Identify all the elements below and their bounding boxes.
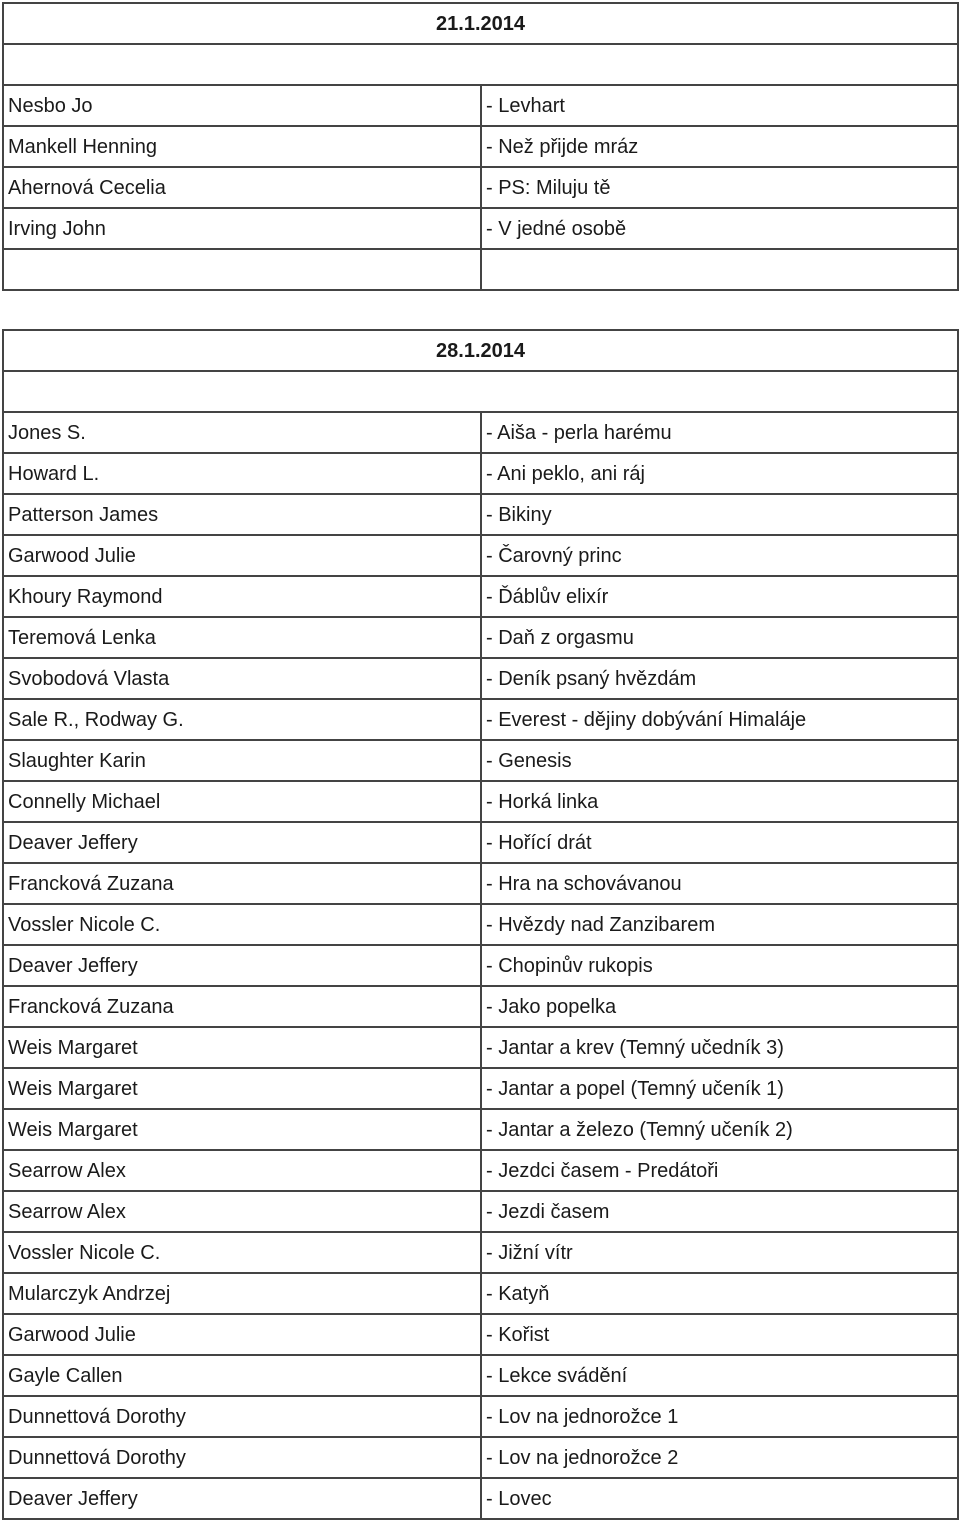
- title-cell: - Jantar a železo (Temný učeník 2): [481, 1109, 958, 1150]
- author-cell: Deaver Jeffery: [3, 1478, 481, 1519]
- title-cell: - Jantar a popel (Temný učeník 1): [481, 1068, 958, 1109]
- table-row: [3, 863, 958, 904]
- title-cell: - Chopinův rukopis: [481, 945, 958, 986]
- title-cell: - Jezdi časem: [481, 1191, 958, 1232]
- author-cell: Sale R., Rodway G.: [3, 699, 481, 740]
- empty-cell: [3, 249, 481, 290]
- empty-cell: [3, 371, 958, 412]
- table-row: [3, 1191, 958, 1232]
- table-row: [3, 1437, 958, 1478]
- table-row: [3, 1273, 958, 1314]
- table-row: [3, 945, 958, 986]
- date-row: [3, 3, 958, 44]
- title-cell: - Jižní vítr: [481, 1232, 958, 1273]
- title-cell: - Lov na jednorožce 2: [481, 1437, 958, 1478]
- title-cell: - Kořist: [481, 1314, 958, 1355]
- table-row: [3, 1478, 958, 1519]
- author-cell: Ahernová Cecelia: [3, 167, 481, 208]
- table-row: [3, 740, 958, 781]
- table-row: [3, 208, 958, 249]
- author-cell: Garwood Julie: [3, 1314, 481, 1355]
- table-row: [3, 167, 958, 208]
- title-cell: - Everest - dějiny dobývání Himaláje: [481, 699, 958, 740]
- table-row: [3, 1314, 958, 1355]
- table-row: [3, 1068, 958, 1109]
- table-row: [3, 1396, 958, 1437]
- title-cell: - Jako popelka: [481, 986, 958, 1027]
- author-cell: Connelly Michael: [3, 781, 481, 822]
- author-cell: Irving John: [3, 208, 481, 249]
- title-cell: - Jantar a krev (Temný učedník 3): [481, 1027, 958, 1068]
- author-cell: Deaver Jeffery: [3, 822, 481, 863]
- author-cell: Vossler Nicole C.: [3, 904, 481, 945]
- table-row: [3, 904, 958, 945]
- author-cell: Mankell Henning: [3, 126, 481, 167]
- author-cell: Gayle Callen: [3, 1355, 481, 1396]
- title-cell: - Horká linka: [481, 781, 958, 822]
- table-row: [3, 658, 958, 699]
- table-row: [3, 412, 958, 453]
- author-cell: Searrow Alex: [3, 1191, 481, 1232]
- author-cell: Patterson James: [3, 494, 481, 535]
- table-row: [3, 576, 958, 617]
- title-cell: - Ani peklo, ani ráj: [481, 453, 958, 494]
- title-cell: - Deník psaný hvězdám: [481, 658, 958, 699]
- title-cell: - Aiša - perla harému: [481, 412, 958, 453]
- book-list-table-21-1-2014: [2, 2, 959, 291]
- table-row: [3, 535, 958, 576]
- table-row: [3, 494, 958, 535]
- spacer-row: [3, 371, 958, 412]
- author-cell: Howard L.: [3, 453, 481, 494]
- title-cell: - Lov na jednorožce 1: [481, 1396, 958, 1437]
- empty-cell: [3, 44, 958, 85]
- section-date: 28.1.2014: [3, 330, 958, 371]
- author-cell: Dunnettová Dorothy: [3, 1396, 481, 1437]
- title-cell: - Jezdci časem - Predátoři: [481, 1150, 958, 1191]
- title-cell: - Hořící drát: [481, 822, 958, 863]
- author-cell: Nesbo Jo: [3, 85, 481, 126]
- title-cell: - Než přijde mráz: [481, 126, 958, 167]
- author-cell: Weis Margaret: [3, 1109, 481, 1150]
- table-row: [3, 986, 958, 1027]
- spacer-row: [3, 44, 958, 85]
- table-row: [3, 822, 958, 863]
- author-cell: Teremová Lenka: [3, 617, 481, 658]
- title-cell: - Čarovný princ: [481, 535, 958, 576]
- book-list-table-28-1-2014: [2, 329, 959, 1520]
- spacer-row: [3, 249, 958, 290]
- title-cell: - Daň z orgasmu: [481, 617, 958, 658]
- table-row: [3, 617, 958, 658]
- title-cell: - Ďáblův elixír: [481, 576, 958, 617]
- author-cell: Slaughter Karin: [3, 740, 481, 781]
- date-row: [3, 330, 958, 371]
- table-row: [3, 453, 958, 494]
- author-cell: Deaver Jeffery: [3, 945, 481, 986]
- table-row: [3, 1355, 958, 1396]
- table-row: [3, 126, 958, 167]
- author-cell: Francková Zuzana: [3, 986, 481, 1027]
- title-cell: - Bikiny: [481, 494, 958, 535]
- table-row: [3, 1109, 958, 1150]
- section-date: 21.1.2014: [3, 3, 958, 44]
- title-cell: - Hra na schovávanou: [481, 863, 958, 904]
- title-cell: - V jedné osobě: [481, 208, 958, 249]
- title-cell: - Levhart: [481, 85, 958, 126]
- title-cell: - Katyň: [481, 1273, 958, 1314]
- table-row: [3, 1232, 958, 1273]
- table-row: [3, 699, 958, 740]
- title-cell: - Hvězdy nad Zanzibarem: [481, 904, 958, 945]
- table-row: [3, 85, 958, 126]
- title-cell: - PS: Miluju tě: [481, 167, 958, 208]
- author-cell: Francková Zuzana: [3, 863, 481, 904]
- title-cell: - Genesis: [481, 740, 958, 781]
- table-row: [3, 1150, 958, 1191]
- author-cell: Dunnettová Dorothy: [3, 1437, 481, 1478]
- author-cell: Weis Margaret: [3, 1027, 481, 1068]
- author-cell: Searrow Alex: [3, 1150, 481, 1191]
- author-cell: Jones S.: [3, 412, 481, 453]
- author-cell: Svobodová Vlasta: [3, 658, 481, 699]
- table-row: [3, 781, 958, 822]
- title-cell: - Lekce svádění: [481, 1355, 958, 1396]
- author-cell: Weis Margaret: [3, 1068, 481, 1109]
- author-cell: Khoury Raymond: [3, 576, 481, 617]
- table-row: [3, 1027, 958, 1068]
- empty-cell: [481, 249, 958, 290]
- author-cell: Vossler Nicole C.: [3, 1232, 481, 1273]
- author-cell: Mularczyk Andrzej: [3, 1273, 481, 1314]
- author-cell: Garwood Julie: [3, 535, 481, 576]
- title-cell: - Lovec: [481, 1478, 958, 1519]
